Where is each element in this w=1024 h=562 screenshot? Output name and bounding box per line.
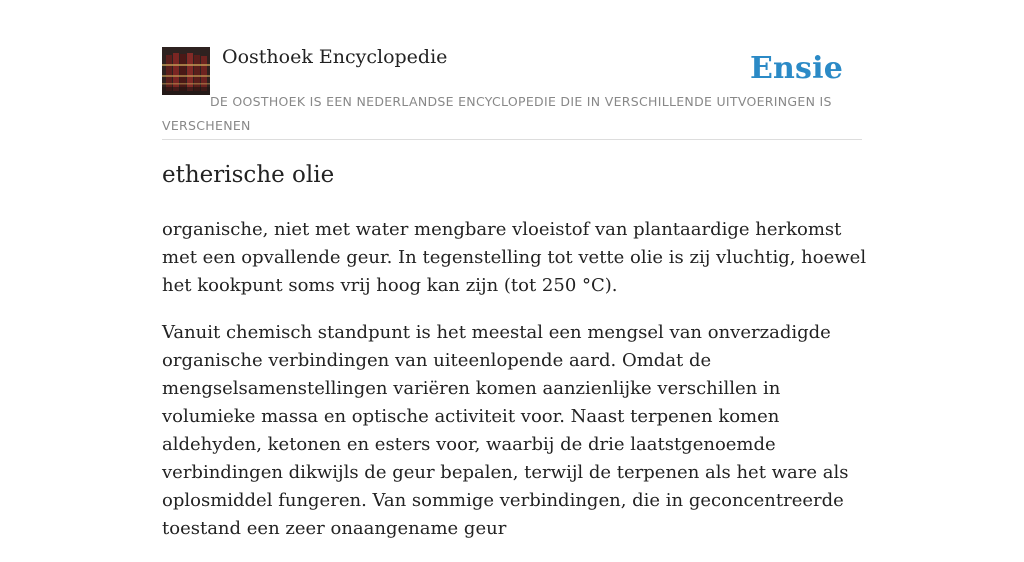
encyclopedia-avatar[interactable]: [162, 47, 210, 95]
article-body: [162, 216, 872, 562]
site-name-link[interactable]: Oosthoek Encyclopedie: [222, 46, 448, 68]
article-paragraph: Vanuit chemisch standpunt is het meestal een mengsel van onverzadigde organische verbindingen van uiteenlopende aard. Omdat de mengselsamenstellingen variëren komen aanzienlijke verschillen in volumieke massa en optische activiteit voor. Naast terpenen komen aldehyden, ketonen en esters voor, waarbij de drie laatstgenoemde verbindingen dikwijls de geur bepalen, terwijl de terpenen als het ware als oplosmiddel fungeren. Van sommige verbindingen, die in geconcentreerde toestand een zeer onaangename geur: [162, 322, 849, 539]
ensie-logo-link[interactable]: Ensie: [749, 51, 843, 86]
header-divider: [162, 139, 862, 140]
article-paragraph: organische, niet met water mengbare vloeistof van plantaardige herkomst met een opvallende geur. In tegenstelling tot vette olie is zij vluchtig, hoewel het kookpunt soms vrij hoog kan zijn (tot 250 °C).: [162, 219, 867, 296]
book-spines-icon: [162, 47, 210, 95]
site-tagline: DE OOSTHOEK IS EEN NEDERLANDSE ENCYCLOPEDIE DIE IN VERSCHILLENDE UITVOERINGEN IS VERSCHENEN: [162, 94, 832, 133]
article-title: etherische olie: [162, 162, 335, 188]
